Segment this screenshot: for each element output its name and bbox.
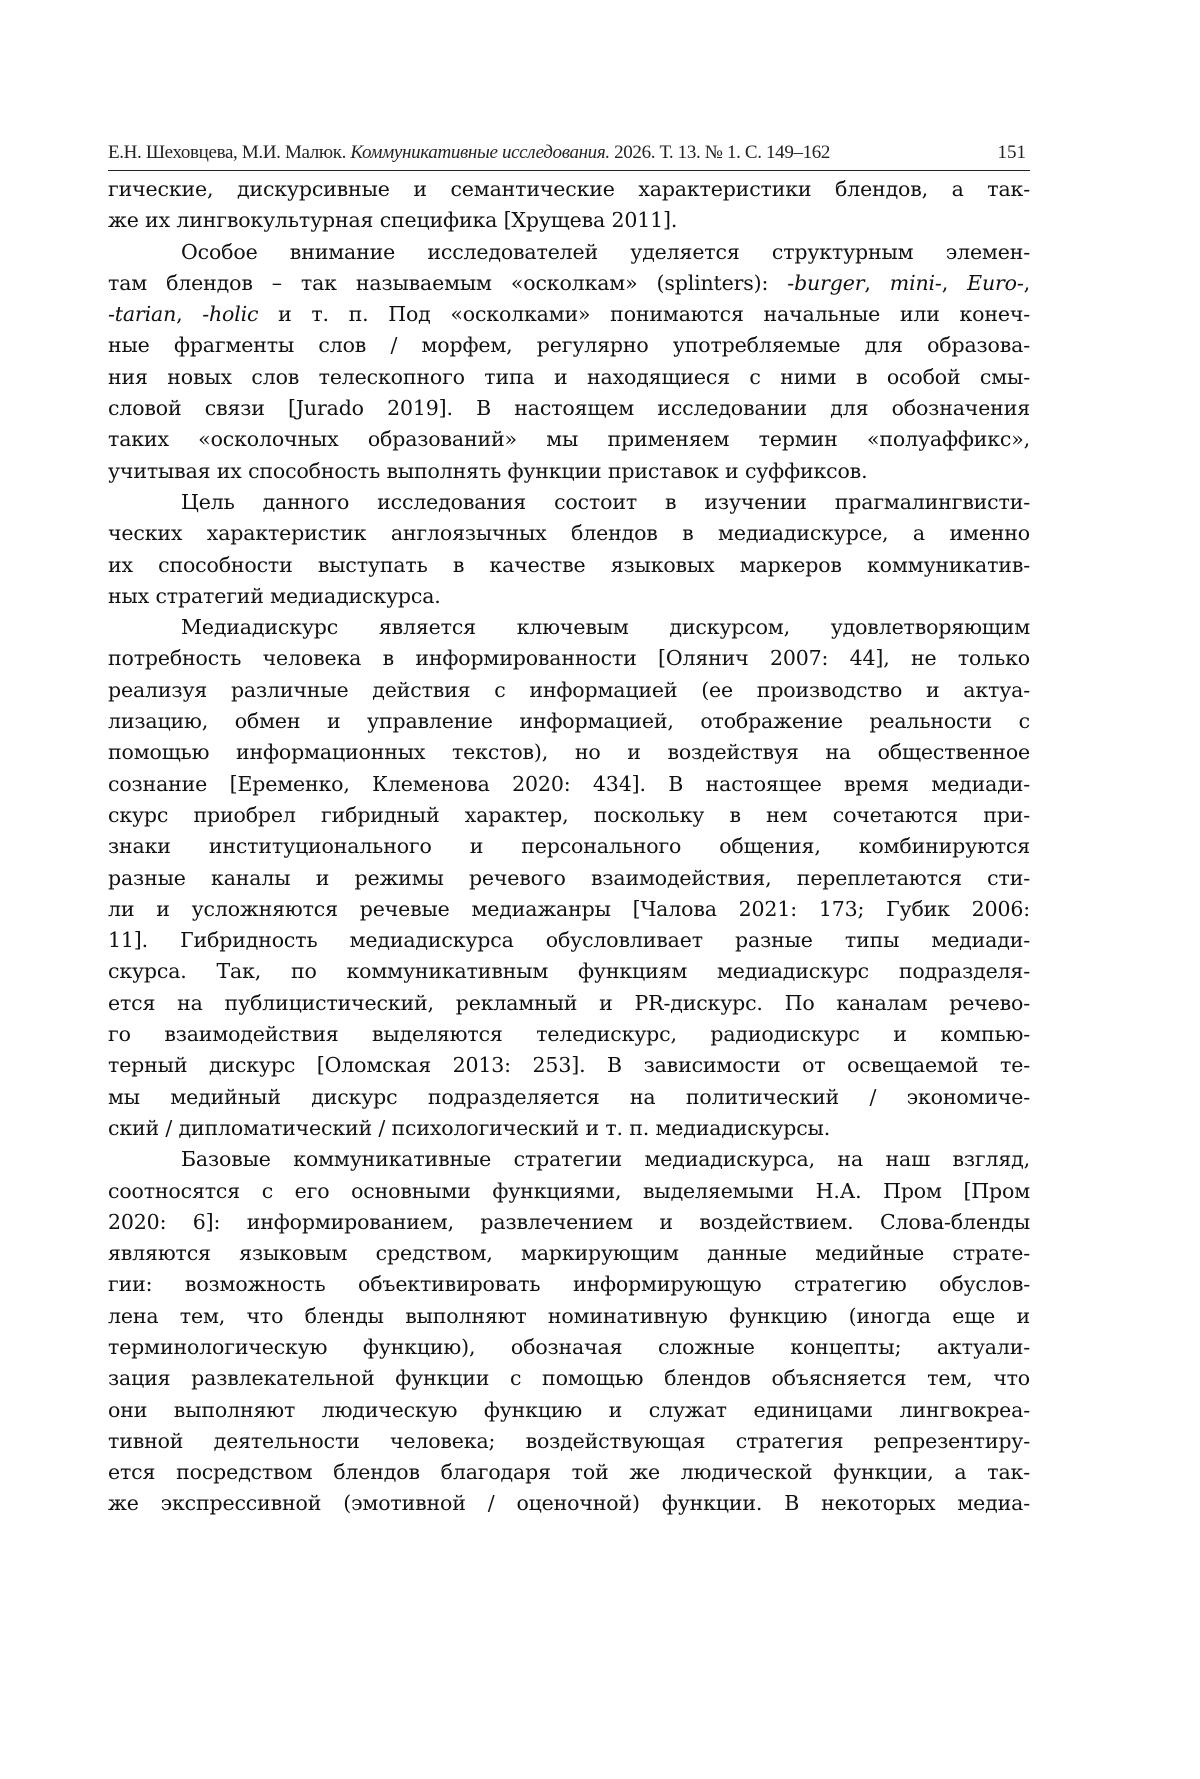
text-line: Цель данного исследования состоит в изучении прагмалингвисти- [181, 489, 1030, 514]
text-line: разные каналы и режимы речевого взаимодействия, переплетаются сти- [108, 865, 1030, 890]
text-line: их способности выступать в качестве языковых маркеров коммуникатив- [108, 552, 1030, 577]
text-line: учитывая их способность выполнять функции приставок и суффиксов. [108, 458, 868, 483]
text-line: же их лингвокультурная специфика [Хрущева 2011]. [108, 208, 678, 233]
text-line: го взаимодействия выделяются теледискурс, радиодискурс и компью- [108, 1022, 1030, 1047]
separator: , [176, 302, 203, 327]
text-line: 11]. Гибридность медиадискурса обусловливает разные типы медиади- [108, 928, 1030, 953]
paragraph-4 [108, 612, 1030, 1144]
paragraph-5 [108, 1144, 1030, 1520]
text-line: ные фрагменты слов / морфем, регулярно употребляемые для образова- [108, 333, 1030, 358]
text-line: сознание [Еременко, Клеменова 2020: 434]. В настоящее время медиади- [108, 771, 1030, 796]
text-line: словой связи [Jurado 2019]. В настоящем исследовании для обозначения [108, 396, 1030, 421]
text-line: таких «осколочных образований» мы применяем термин «полуаффикс», [108, 427, 1030, 452]
text-line: тивной деятельности человека; воздействующая стратегия репрезентиру- [108, 1428, 1030, 1453]
text-line: являются языковым средством, маркирующим данные медийные страте- [108, 1241, 1030, 1266]
separator: , [1023, 270, 1031, 295]
text-line: ется на публицистический, рекламный и PR-дискурс. По каналам речево- [108, 990, 1030, 1015]
journal-page [108, 136, 1030, 1520]
text-segment: и т. п. Под «осколками» понимаются начальные или конеч- [258, 302, 1030, 327]
splinter-term: -burger [787, 270, 865, 295]
text-line: ский / дипломатический / психологический и т. п. медиадискурсы. [108, 1115, 831, 1140]
header-details: 2026. Т. 13. № 1. С. 149–162 [614, 142, 831, 163]
text-line: терминологическую функцию), обозначая сложные концепты; актуали- [108, 1334, 1030, 1359]
separator: , [941, 270, 968, 295]
text-line: зация развлекательной функции с помощью блендов объясняется тем, что [108, 1366, 1030, 1391]
text-segment: там блендов – так называемым «осколкам» (splinters): [108, 270, 788, 295]
page-number: 151 [997, 142, 1026, 163]
text-line: ния новых слов телескопного типа и находящиеся с ними в особой смы- [108, 364, 1030, 389]
text-line: скурса. Так, по коммуникативным функциям медиадискурс подразделя- [108, 959, 1030, 984]
text-line: ческих характеристик англоязычных блендов в медиадискурсе, а именно [108, 521, 1030, 546]
text-line: они выполняют людическую функцию и служат единицами лингвокреа- [108, 1397, 1030, 1422]
text-line: реализуя различные действия с информацией (ее производство и актуа- [108, 677, 1030, 702]
header-journal: Коммуникативные исследования. [350, 142, 610, 163]
splinter-term: Euro- [967, 270, 1024, 295]
text-line [108, 299, 1030, 330]
paragraph-1 [108, 174, 1030, 237]
paragraph-3 [108, 487, 1030, 612]
header-citation [108, 142, 830, 164]
text-line: мы медийный дискурс подразделяется на политический / экономиче- [108, 1084, 1030, 1109]
text-line: ется посредством блендов благодаря той же людической функции, а так- [108, 1460, 1030, 1485]
text-line: знаки институционального и персонального общения, комбинируются [108, 834, 1030, 859]
running-header [108, 136, 1030, 171]
text-line: ных стратегий медиадискурса. [108, 583, 441, 608]
separator: , [864, 270, 890, 295]
text-line: потребность человека в информированности [Олянич 2007: 44], не только [108, 646, 1030, 671]
text-line: Базовые коммуникативные стратегии медиадискурса, на наш взгляд, [181, 1147, 1030, 1172]
text-line: скурс приобрел гибридный характер, поскольку в нем сочетаются при- [108, 802, 1030, 827]
paragraph-2 [108, 237, 1030, 487]
text-line [108, 268, 1030, 299]
splinter-term: -tarian [108, 302, 177, 327]
text-line: 2020: 6]: информированием, развлечением и воздействием. Слова-бленды [108, 1209, 1030, 1234]
text-line: Особое внимание исследователей уделяется структурным элемен- [181, 239, 1030, 264]
header-authors: Е.Н. Шеховцева, М.И. Малюк. [108, 142, 346, 163]
text-line: лизацию, обмен и управление информацией, отображение реальности с [108, 709, 1030, 734]
text-line: ли и усложняются речевые медиажанры [Чалова 2021: 173; Губик 2006: [108, 896, 1030, 921]
text-line: соотносятся с его основными функциями, выделяемыми Н.А. Пром [Пром [108, 1178, 1030, 1203]
text-line: гические, дискурсивные и семантические характеристики блендов, а так- [108, 177, 1030, 201]
text-line: терный дискурс [Оломская 2013: 253]. В зависимости от освещаемой те- [108, 1053, 1030, 1078]
splinter-term: mini- [889, 270, 942, 295]
text-line: гии: возможность объективировать информирующую стратегию обуслов- [108, 1272, 1030, 1297]
splinter-term: -holic [202, 302, 259, 327]
text-line: лена тем, что бленды выполняют номинативную функцию (иногда еще и [108, 1303, 1030, 1328]
text-line: же экспрессивной (эмотивной / оценочной) функции. В некоторых медиа- [108, 1491, 1030, 1516]
text-line: помощью информационных текстов), но и воздействуя на общественное [108, 740, 1030, 765]
article-body [108, 174, 1030, 1520]
text-line: Медиадискурс является ключевым дискурсом, удовлетворяющим [181, 615, 1030, 640]
